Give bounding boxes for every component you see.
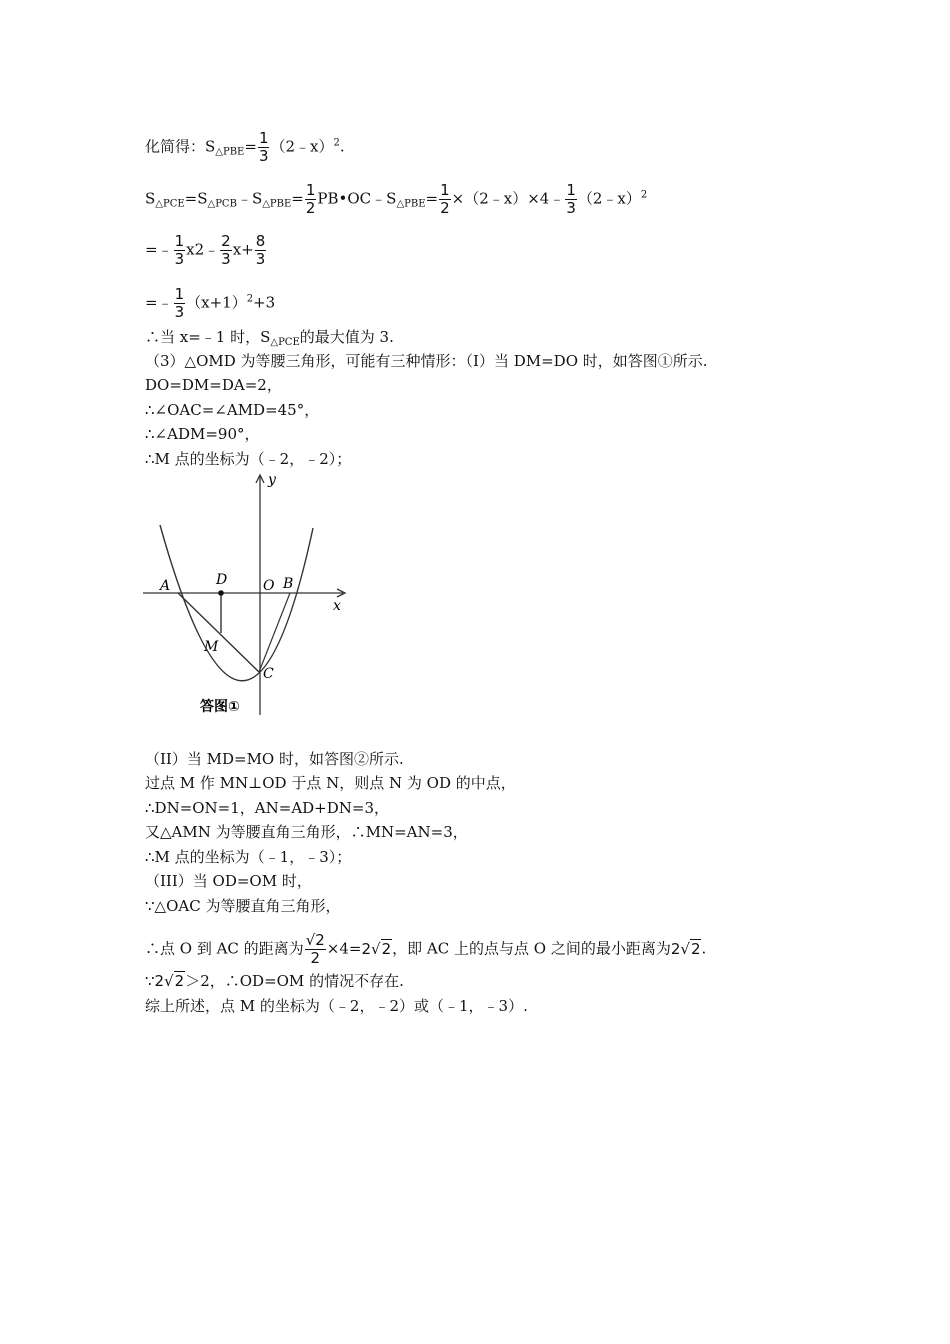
line-6: （3）△OMD 为等腰三角形，可能有三种情形：（I）当 DM=DO 时，如答图①所示.: [145, 352, 708, 370]
line-19: ∵2√2＞2，∴OD=OM 的情况不存在.: [145, 972, 404, 990]
line-2: $S_{\triangle PCE}=S_{\triangle PCB}﹣S_{\triangle PBE}=$ $\frac{1}{2}$ $PB•OC﹣S_{\triangle PBE}=$ $\frac{1}{2}$ ×（2﹣x）×4﹣ $\frac{1}{3}$ （2﹣x）$^2$: [145, 181, 648, 217]
line-14: 又△AMN 为等腰直角三角形，∴MN=AN=3，: [145, 823, 468, 841]
line-4: =﹣ $\frac{1}{3}$ $(x+1)^2+3$: [145, 285, 276, 321]
fraction: $\frac{1}{2}$: [305, 181, 316, 217]
line-3: =﹣ $\frac{1}{3}$ x2﹣ $\frac{2}{3}$ x+ $\frac{8}{3}$: [145, 232, 266, 268]
line-15: ∴M 点的坐标为（﹣1，﹣3）；: [145, 848, 352, 866]
line-13: ∴DN=ON=1，AN=AD+DN=3，: [145, 799, 390, 817]
label-x: x: [333, 598, 341, 614]
line-7: DO=DM=DA=2，: [145, 376, 282, 394]
radical: 2√2: [670, 939, 701, 958]
label-o: O: [263, 578, 275, 594]
figure-caption: 答图①: [200, 699, 240, 715]
line-12: 过点 M 作 MN⊥OD 于点 N，则点 N 为 OD 的中点，: [145, 774, 516, 792]
line-1: 化简得：$S_{\triangle PBE}=$ $\frac{1}{3}$ （2﹣x）$^2$.: [145, 129, 345, 165]
fraction: $\frac{1}{3}$: [174, 232, 185, 268]
line-8: ∴∠OAC=∠AMD=45°，: [145, 401, 320, 419]
line-20: 综上所述，点 M 的坐标为（﹣2，﹣2）或（﹣1，﹣3）.: [145, 997, 528, 1015]
line-10: ∴M 点的坐标为（﹣2，﹣2）；: [145, 450, 352, 468]
label-b: B: [283, 576, 294, 592]
radical: 2√2: [154, 972, 185, 990]
fraction: $\frac{1}{3}$: [566, 181, 576, 217]
parabola-figure: [140, 470, 355, 720]
fraction: $\frac{1}{3}$: [174, 285, 185, 321]
line-16: （III）当 OD=OM 时，: [145, 872, 312, 890]
label-d: D: [216, 572, 228, 588]
label-m: M: [204, 639, 219, 655]
label-a: A: [160, 578, 171, 594]
segment-bc: [259, 593, 290, 672]
line-5: ∴当 x=﹣1 时，$S_{\triangle PCE}$的最大值为 3.: [145, 328, 394, 348]
label-y: y: [268, 472, 276, 488]
line-11: （II）当 MD=MO 时，如答图②所示.: [145, 750, 404, 768]
point-d: [218, 590, 224, 596]
fraction: $\frac{1}{2}$: [440, 181, 450, 217]
line-18: ∴点 O 到 AC 的距离为 $\frac{√2}{2}$ ×4=2√2，即 AC 上的点与点 O 之间的最小距离为2√2.: [145, 931, 707, 967]
fraction: $\frac{1}{3}$: [258, 129, 269, 165]
fraction: $\frac{√2}{2}$: [305, 931, 325, 967]
line-17: ∵△OAC 为等腰直角三角形，: [145, 897, 341, 915]
fraction: $\frac{2}{3}$: [221, 232, 231, 268]
fraction: $\frac{8}{3}$: [255, 232, 266, 268]
line-9: ∴∠ADM=90°，: [145, 425, 260, 443]
label-c: C: [263, 666, 274, 682]
segment-ac: [178, 593, 259, 672]
parabola-curve: [160, 525, 313, 681]
radical: 2√2: [361, 939, 392, 958]
